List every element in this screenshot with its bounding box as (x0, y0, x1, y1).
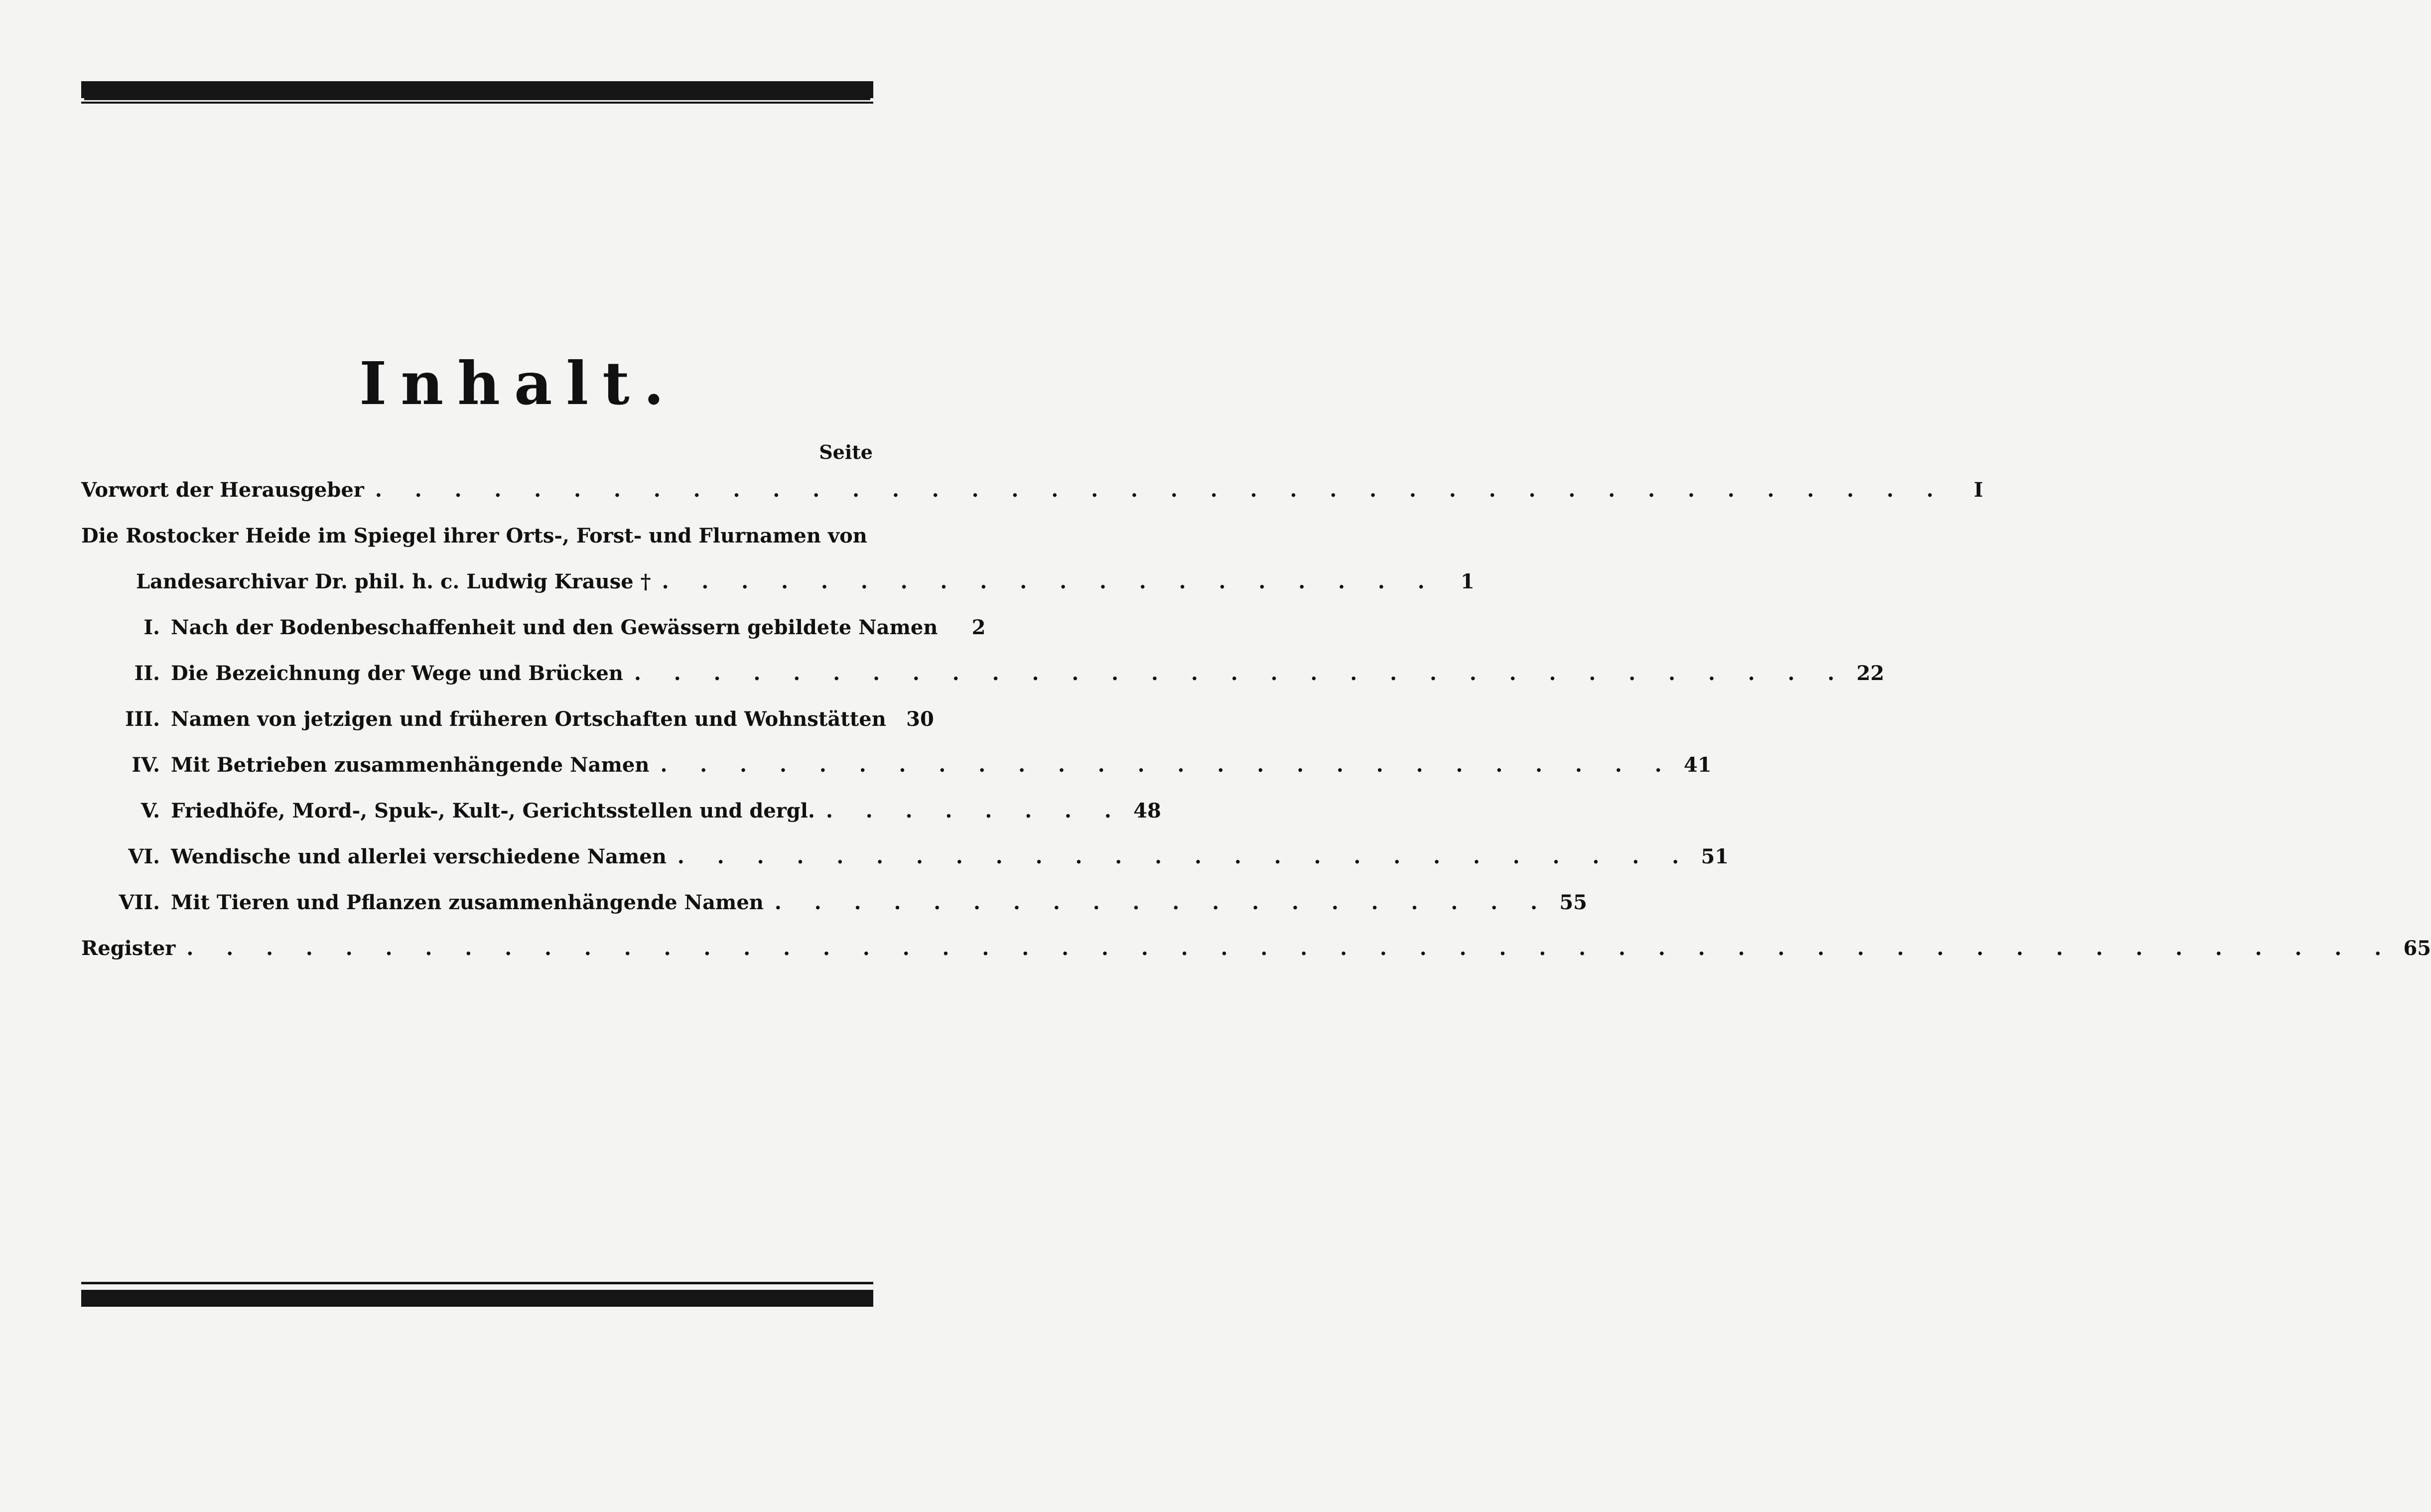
dot-leader: . . . . . . . . (825, 799, 1124, 823)
toc-entry-title: Mit Tieren und Pflanzen zusammenhängende Namen (171, 891, 764, 914)
toc-entry-page: 1 (1460, 570, 1475, 593)
dot-leader: . . . . . . . . . . . . . . . . . . . . . . . . . . (660, 753, 1675, 777)
dot-leader: . . . . . . . . . . . . . . . . . . . . . . . . . . . . . . . (634, 662, 1848, 685)
toc-entry-main-work[interactable] (81, 524, 873, 554)
toc-entry-chapter-4[interactable] (81, 753, 1712, 783)
toc-entry-title: Mit Betrieben zusammenhängende Namen (171, 753, 650, 777)
chapter-number: III. (125, 707, 160, 731)
toc-entry-title: Landesarchivar Dr. phil. h. c. Ludwig Krause † (136, 570, 651, 593)
chapter-number: VI. (128, 845, 160, 868)
top-rule (81, 81, 873, 98)
toc-entry-title: Friedhöfe, Mord-, Spuk-, Kult-, Gerichtsstellen und dergl. (171, 799, 815, 823)
chapter-number: II. (134, 662, 160, 685)
toc-entry-title: Nach der Bodenbeschaffenheit und den Gewässern gebildete Namen (171, 616, 938, 639)
toc-entry-page: 65 (2403, 937, 2431, 960)
toc-entry-title: Wendische und allerlei verschiedene Namen (171, 845, 667, 868)
dot-leader: . . . . . . . . . . . . . . . . . . . . (774, 891, 1550, 914)
toc-entry-chapter-2[interactable] (81, 662, 1885, 691)
toc-entry-chapter-1[interactable] (81, 616, 986, 646)
toc-entry-page: 30 (906, 707, 934, 731)
toc-entry-page: 48 (1133, 799, 1161, 823)
chapter-number: VII. (119, 891, 160, 914)
page-title: Inhalt. (359, 349, 678, 418)
toc-entry-title: Register (81, 937, 176, 960)
toc-entry-title: Namen von jetzigen und früheren Ortschaften und Wohnstätten (171, 707, 886, 731)
chapter-number: IV. (132, 753, 160, 777)
toc-entry-main-work-author[interactable] (81, 570, 1475, 600)
chapter-number: V. (141, 799, 160, 823)
dot-leader: . . . . . . . . . . . . . . . . . . . . . . . . . . (677, 845, 1692, 868)
page-column-header: Seite (819, 441, 873, 463)
toc-entry-page: 22 (1856, 662, 1885, 685)
toc-entry-title: Vorwort der Herausgeber (81, 478, 364, 502)
chapter-number: I. (143, 616, 160, 639)
toc-entry-title: Die Bezeichnung der Wege und Brücken (171, 662, 623, 685)
toc-entry-chapter-6[interactable] (81, 845, 1729, 875)
bottom-thin-rule (81, 1282, 873, 1284)
toc-entry-page: 51 (1701, 845, 1729, 868)
bottom-rule (81, 1290, 873, 1307)
toc-entry-title: Die Rostocker Heide im Spiegel ihrer Orts-, Forst- und Flurnamen von (81, 524, 867, 548)
toc-entry-page: 55 (1559, 891, 1587, 914)
toc-entry-page: 2 (971, 616, 986, 639)
dot-leader: . . . . . . . . . . . . . . . . . . . . . . . . . . . . . . . . . . . . . . . . . . . . . . . . . . . . . . . . (186, 937, 2395, 960)
toc-entry-page: 41 (1683, 753, 1712, 777)
toc-entry-chapter-5[interactable] (81, 799, 1161, 829)
toc-entry-chapter-7[interactable] (81, 891, 1587, 921)
toc-entry-vorwort[interactable] (81, 478, 1984, 508)
toc-entry-register[interactable] (81, 937, 2431, 966)
toc-entry-chapter-3[interactable] (81, 707, 934, 737)
dot-leader: . . . . . . . . . . . . . . . . . . . . . . . . . . . . . . . . . . . . . . . . (375, 478, 1947, 502)
dot-leader: . . . . . . . . . . . . . . . . . . . . (662, 570, 1438, 593)
toc-entry-page: I (1974, 478, 1984, 502)
